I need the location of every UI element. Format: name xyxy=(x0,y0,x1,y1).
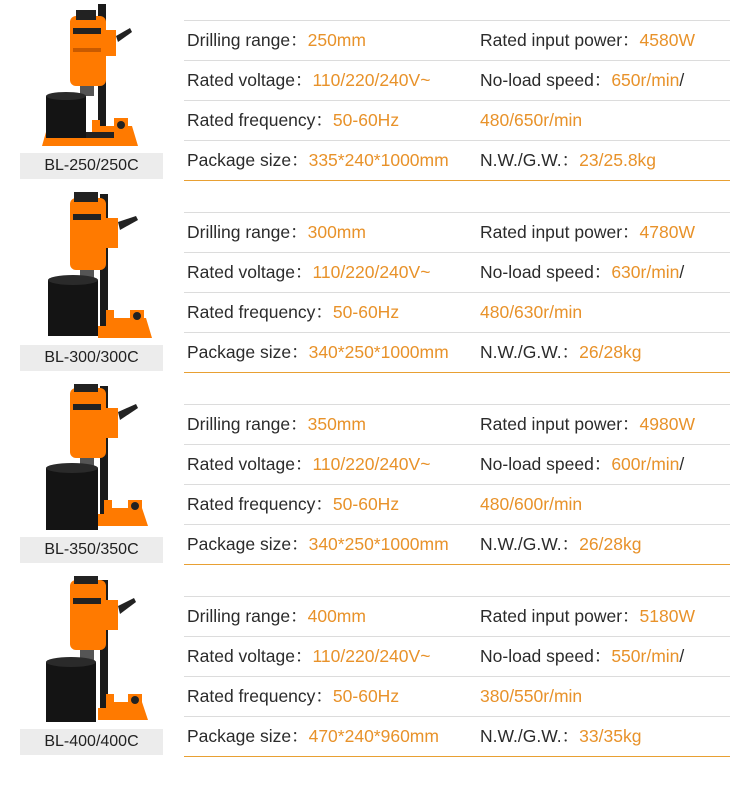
spec-row xyxy=(184,597,730,637)
drilling-range-value: 250mm xyxy=(307,30,366,50)
spec-table xyxy=(184,596,730,757)
drill-rig-image xyxy=(20,576,163,726)
product-block xyxy=(0,384,750,576)
spec-row xyxy=(184,21,730,61)
package-size-value: 470*240*960mm xyxy=(308,726,439,746)
rated-voltage-label: Rated voltage： xyxy=(187,646,313,666)
no-load-speed-label: No-load speed： xyxy=(480,70,612,90)
weight-value: 33/35kg xyxy=(579,726,642,746)
drilling-range-label: Drilling range： xyxy=(187,222,308,242)
product-block xyxy=(0,0,750,192)
speed-range-value: 480/600r/min xyxy=(480,494,583,514)
spec-table xyxy=(184,212,730,373)
weight-value: 23/25.8kg xyxy=(579,150,657,170)
rated-voltage-label: Rated voltage： xyxy=(187,70,313,90)
rated-input-power-value: 4980W xyxy=(639,414,695,434)
drilling-range-label: Drilling range： xyxy=(187,606,308,626)
speed-range-value: 380/550r/min xyxy=(480,686,583,706)
rated-frequency-label: Rated frequency： xyxy=(187,302,333,322)
package-size-value: 340*250*1000mm xyxy=(308,534,449,554)
no-load-speed-label: No-load speed： xyxy=(480,262,612,282)
spec-row xyxy=(184,677,730,717)
drilling-range-label: Drilling range： xyxy=(187,30,308,50)
no-load-speed-label: No-load speed： xyxy=(480,454,612,474)
drill-rig-image xyxy=(20,384,163,534)
spec-row xyxy=(184,525,730,565)
speed-separator: / xyxy=(679,454,685,474)
package-size-label: Package size： xyxy=(187,342,309,362)
spec-table xyxy=(184,20,730,181)
package-size-label: Package size： xyxy=(187,726,309,746)
speed-separator: / xyxy=(679,646,685,666)
spec-row xyxy=(184,61,730,101)
package-size-value: 335*240*1000mm xyxy=(308,150,449,170)
rated-voltage-value: 110/220/240V~ xyxy=(312,454,431,474)
model-label: BL-250/250C xyxy=(20,153,163,179)
model-label: BL-400/400C xyxy=(20,729,163,755)
spec-row xyxy=(184,213,730,253)
spec-row xyxy=(184,333,730,373)
rated-frequency-label: Rated frequency： xyxy=(187,686,333,706)
rated-frequency-value: 50-60Hz xyxy=(332,494,400,514)
spec-row xyxy=(184,485,730,525)
spec-row xyxy=(184,101,730,141)
no-load-speed-value: 650r/min xyxy=(611,70,680,90)
no-load-speed-label: No-load speed： xyxy=(480,646,612,666)
spec-row xyxy=(184,405,730,445)
rated-input-power-label: Rated input power： xyxy=(480,222,640,242)
package-size-label: Package size： xyxy=(187,534,309,554)
weight-label: N.W./G.W.： xyxy=(480,150,580,170)
spec-row xyxy=(184,445,730,485)
model-label: BL-300/300C xyxy=(20,345,163,371)
spec-row xyxy=(184,141,730,181)
no-load-speed-value: 550r/min xyxy=(611,646,680,666)
spec-row xyxy=(184,717,730,757)
rated-voltage-value: 110/220/240V~ xyxy=(312,646,431,666)
speed-separator: / xyxy=(679,262,685,282)
rated-input-power-value: 4780W xyxy=(639,222,695,242)
drill-rig-image xyxy=(20,0,163,150)
rated-voltage-value: 110/220/240V~ xyxy=(312,70,431,90)
rated-voltage-label: Rated voltage： xyxy=(187,454,313,474)
rated-voltage-value: 110/220/240V~ xyxy=(312,262,431,282)
weight-label: N.W./G.W.： xyxy=(480,726,580,746)
drilling-range-value: 300mm xyxy=(307,222,366,242)
rated-input-power-label: Rated input power： xyxy=(480,414,640,434)
package-size-label: Package size： xyxy=(187,150,309,170)
package-size-value: 340*250*1000mm xyxy=(308,342,449,362)
drilling-range-label: Drilling range： xyxy=(187,414,308,434)
drill-rig-image xyxy=(20,192,163,342)
drilling-range-value: 400mm xyxy=(307,606,366,626)
speed-range-value: 480/650r/min xyxy=(480,110,583,130)
rated-input-power-label: Rated input power： xyxy=(480,30,640,50)
rated-frequency-label: Rated frequency： xyxy=(187,110,333,130)
rated-voltage-label: Rated voltage： xyxy=(187,262,313,282)
weight-value: 26/28kg xyxy=(579,342,642,362)
spec-table xyxy=(184,404,730,565)
rated-input-power-label: Rated input power： xyxy=(480,606,640,626)
weight-label: N.W./G.W.： xyxy=(480,342,580,362)
spec-row xyxy=(184,293,730,333)
spec-row xyxy=(184,637,730,677)
weight-label: N.W./G.W.： xyxy=(480,534,580,554)
rated-input-power-value: 4580W xyxy=(639,30,695,50)
model-label: BL-350/350C xyxy=(20,537,163,563)
no-load-speed-value: 600r/min xyxy=(611,454,680,474)
drilling-range-value: 350mm xyxy=(307,414,366,434)
weight-value: 26/28kg xyxy=(579,534,642,554)
rated-frequency-value: 50-60Hz xyxy=(332,302,400,322)
speed-separator: / xyxy=(679,70,685,90)
spec-row xyxy=(184,253,730,293)
no-load-speed-value: 630r/min xyxy=(611,262,680,282)
product-block xyxy=(0,192,750,384)
rated-input-power-value: 5180W xyxy=(639,606,695,626)
product-block xyxy=(0,576,750,768)
rated-frequency-value: 50-60Hz xyxy=(332,110,400,130)
speed-range-value: 480/630r/min xyxy=(480,302,583,322)
rated-frequency-value: 50-60Hz xyxy=(332,686,400,706)
rated-frequency-label: Rated frequency： xyxy=(187,494,333,514)
